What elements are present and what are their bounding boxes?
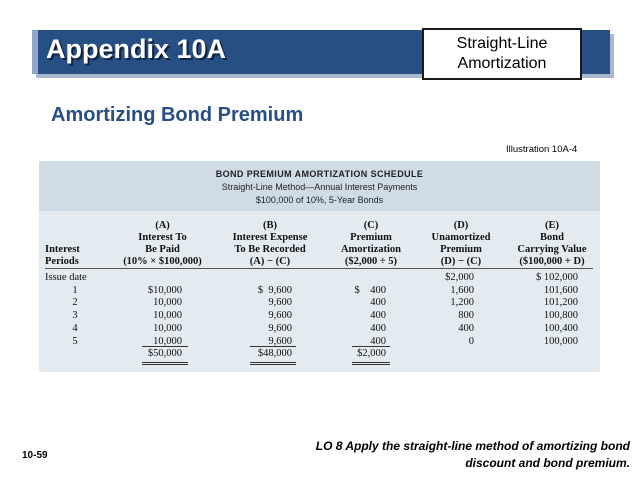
- title-bar-edge: [32, 30, 38, 74]
- row-period: 2: [72, 297, 78, 309]
- header-rule: [45, 268, 593, 269]
- row-period: Issue date: [45, 272, 87, 283]
- schedule-bonds: $100,000 of 10%, 5-Year Bonds: [255, 195, 384, 205]
- learning-objective-line2: discount and bond premium.: [465, 456, 630, 470]
- row-interest-expense: 9,600: [268, 310, 292, 322]
- page-number: 10-59: [22, 450, 48, 461]
- column-header-a: (A) Interest To Be Paid (10% × $100,000): [123, 220, 202, 267]
- slide-title: Appendix 10A: [46, 34, 227, 64]
- row-unamortized-premium: 1,600: [450, 284, 474, 296]
- row-unamortized-premium: $2,000: [445, 272, 474, 283]
- column-header-c: (C) Premium Amortization ($2,000 ÷ 5): [340, 220, 402, 267]
- row-premium-amortization: 400: [370, 335, 386, 347]
- double-rule-b: [250, 362, 296, 365]
- row-period: 1: [72, 284, 78, 296]
- topic-label-box: [422, 28, 582, 80]
- column-header-e: (E) Bond Carrying Value ($100,000 + D): [517, 220, 587, 267]
- row-interest-paid: 10,000: [153, 310, 182, 322]
- double-rule-c: [352, 362, 390, 365]
- column-header-periods: Interest Periods: [45, 244, 80, 267]
- total-premium-amortization: $2,000: [357, 348, 386, 359]
- row-interest-paid: 10,000: [153, 335, 182, 347]
- row-interest-expense: 9,600: [268, 322, 292, 334]
- row-carrying-value: 100,000: [543, 335, 578, 347]
- row-interest-paid: $10,000: [147, 284, 182, 296]
- row-carrying-value: 100,400: [543, 322, 578, 334]
- row-interest-paid: 10,000: [153, 297, 182, 309]
- row-carrying-value: $ 102,000: [536, 272, 578, 283]
- row-premium-amortization: $ 400: [354, 284, 386, 296]
- column-header-d: (D) Unamortized Premium (D) − (C): [431, 220, 491, 267]
- row-unamortized-premium: 1,200: [450, 297, 474, 309]
- row-premium-amortization: 400: [370, 297, 386, 309]
- learning-objective-line1: LO 8 Apply the straight-line method of amortizing bond: [315, 439, 630, 453]
- total-rule-a: [142, 346, 188, 347]
- schedule-method: Straight-Line Method—Annual Interest Payments: [221, 182, 418, 192]
- row-premium-amortization: 400: [370, 322, 386, 334]
- row-period: 4: [72, 322, 78, 334]
- row-carrying-value: 101,200: [543, 297, 578, 309]
- schedule-title: BOND PREMIUM AMORTIZATION SCHEDULE: [215, 169, 424, 179]
- row-unamortized-premium: 800: [458, 310, 474, 322]
- row-unamortized-premium: 0: [468, 335, 474, 347]
- row-premium-amortization: 400: [370, 310, 386, 322]
- total-rule-c: [352, 346, 390, 347]
- row-interest-expense: 9,600: [268, 297, 292, 309]
- topic-label-line1: Straight-Line: [456, 35, 548, 52]
- total-interest-paid: $50,000: [147, 348, 182, 359]
- row-interest-expense: $ 9,600: [257, 284, 292, 296]
- illustration-reference: Illustration 10A-4: [506, 144, 578, 155]
- row-interest-paid: 10,000: [153, 322, 182, 334]
- schedule-heading: [39, 168, 600, 207]
- row-period: 3: [72, 310, 78, 322]
- row-period: 5: [72, 335, 78, 347]
- total-interest-expense: $48,000: [257, 348, 292, 359]
- row-carrying-value: 100,800: [543, 310, 578, 322]
- column-header-b: (B) Interest Expense To Be Recorded (A) − (C): [232, 220, 308, 267]
- row-unamortized-premium: 400: [458, 322, 474, 334]
- double-rule-a: [142, 362, 188, 365]
- row-carrying-value: 101,600: [543, 284, 578, 296]
- row-interest-expense: 9,600: [268, 335, 292, 347]
- slide-subtitle: Amortizing Bond Premium: [51, 104, 304, 126]
- learning-objective: [254, 438, 630, 472]
- topic-label-line2: Amortization: [457, 55, 547, 72]
- total-rule-b: [250, 346, 296, 347]
